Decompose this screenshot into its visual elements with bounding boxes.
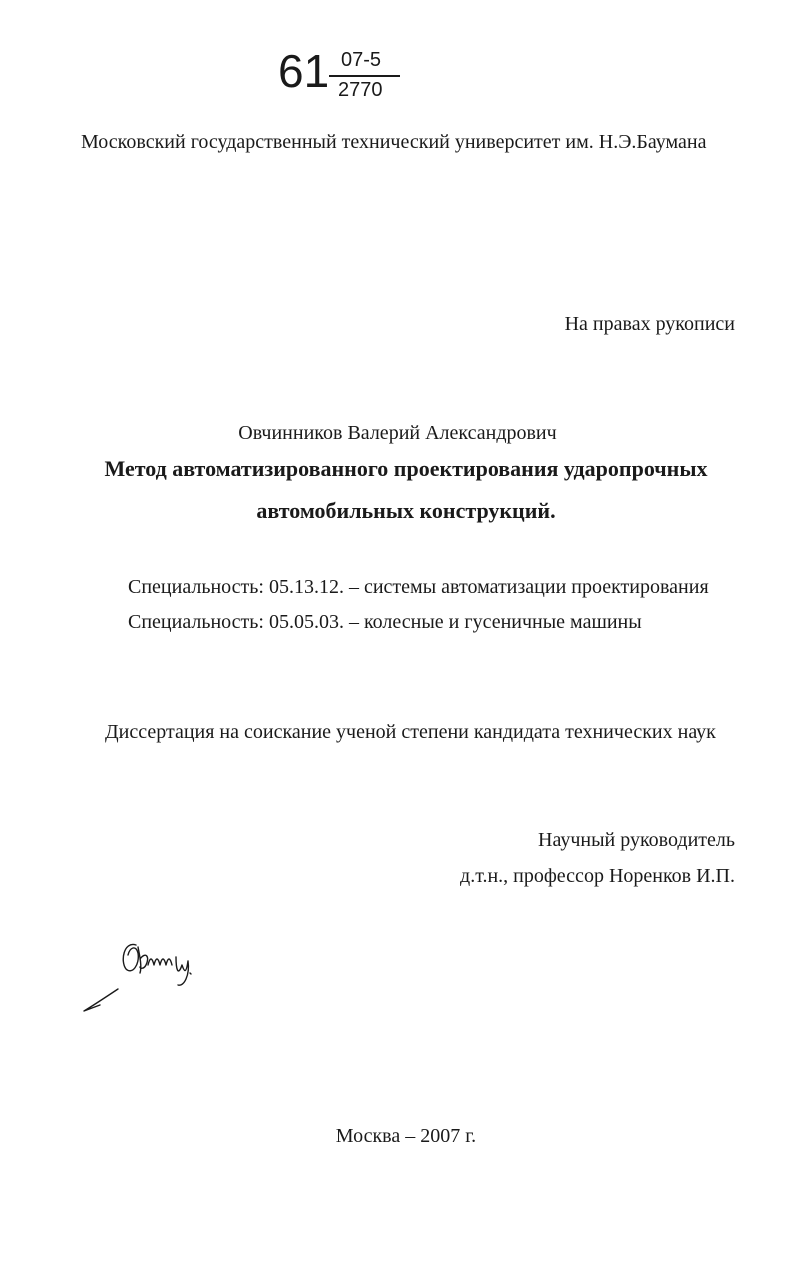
thesis-title-line-1: Метод автоматизированного проектирования ударопрочных	[104, 456, 708, 481]
manuscript-note: На правах рукописи	[564, 313, 735, 335]
university-name: Московский государственный технический университет им. Н.Э.Баумана	[81, 131, 707, 153]
supervisor-name: д.т.н., профессор Норенков И.П.	[460, 865, 735, 887]
city-year: Москва – 2007 г.	[335, 1125, 477, 1147]
supervisor-label: Научный руководитель	[538, 829, 735, 851]
specialty-2: Специальность: 05.05.03. – колесные и гусеничные машины	[128, 611, 642, 633]
shelf-code-numerator: 07-5	[341, 49, 382, 71]
shelf-code-denominator: 2770	[338, 79, 383, 101]
thesis-title-line-2: автомобильных конструкций.	[256, 498, 556, 523]
author-signature	[78, 935, 208, 1015]
shelf-code-main: 61	[278, 45, 330, 97]
shelf-code-fraction-line	[329, 75, 400, 77]
author-name: Овчинников Валерий Александрович	[238, 422, 557, 444]
degree-statement: Диссертация на соискание ученой степени кандидата технических наук	[105, 721, 716, 743]
specialty-1: Специальность: 05.13.12. – системы автоматизации проектирования	[128, 576, 709, 598]
